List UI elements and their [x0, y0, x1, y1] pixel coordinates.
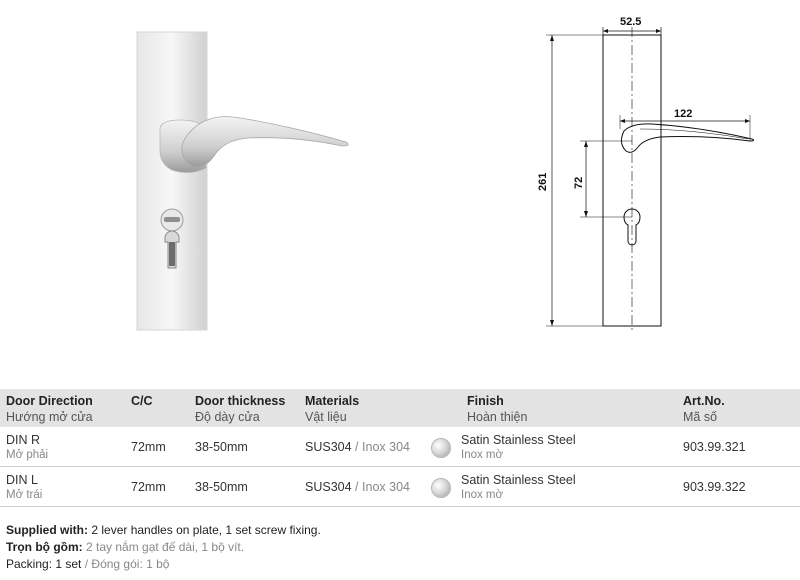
supplied-with-line: Supplied with: 2 lever handles on plate, 1 set screw fixing.	[6, 523, 321, 537]
finish-swatch-icon	[431, 438, 451, 458]
tron-bo-gom-line: Trọn bộ gồm: 2 tay nắm gạt đế dài, 1 bộ vít.	[6, 540, 245, 554]
cell-direction: DIN L Mở trái	[0, 467, 125, 507]
header-door-direction: Door Direction Hướng mở cửa	[6, 394, 93, 424]
header-cc: C/C	[131, 394, 153, 408]
table-row	[0, 467, 800, 507]
dim-height-label: 261	[537, 172, 549, 191]
handle-plate	[137, 32, 207, 330]
cell-finish: Satin Stainless Steel Inox mờ	[427, 467, 677, 507]
table-header-row	[0, 389, 800, 427]
header-finish: Finish Hoàn thiện	[467, 394, 528, 424]
header-art-no: Art.No. Mã số	[683, 394, 725, 424]
product-photo	[120, 20, 380, 340]
table-row	[0, 427, 800, 467]
finish-swatch-icon	[431, 478, 451, 498]
cell-material: SUS304 / Inox 304	[299, 467, 427, 507]
cell-cc: 72mm	[125, 467, 189, 507]
drawing-lever-outline	[621, 124, 753, 152]
cell-thickness: 38-50mm	[189, 467, 299, 507]
cell-thickness: 38-50mm	[189, 427, 299, 467]
cell-art-no: 903.99.321	[677, 427, 800, 467]
cell-direction: DIN R Mở phải	[0, 427, 125, 467]
cell-finish: Satin Stainless Steel Inox mờ	[427, 427, 677, 467]
product-notes	[6, 522, 321, 573]
dim-cc-label: 72	[573, 176, 585, 189]
header-materials: Materials Vật liệu	[305, 394, 360, 424]
dim-lever-label: 122	[674, 108, 693, 120]
technical-drawing	[520, 5, 800, 335]
spec-table	[0, 389, 800, 507]
dim-width-label: 52.5	[620, 16, 642, 28]
cell-cc: 72mm	[125, 427, 189, 467]
packing-line: Packing: 1 set / Đóng gói: 1 bộ	[6, 557, 170, 571]
header-door-thickness: Door thickness Độ dày cửa	[195, 394, 286, 424]
cell-art-no: 903.99.322	[677, 467, 800, 507]
lever-handle	[182, 117, 349, 167]
thumbturn-bar	[164, 217, 180, 222]
cell-material: SUS304 / Inox 304	[299, 427, 427, 467]
